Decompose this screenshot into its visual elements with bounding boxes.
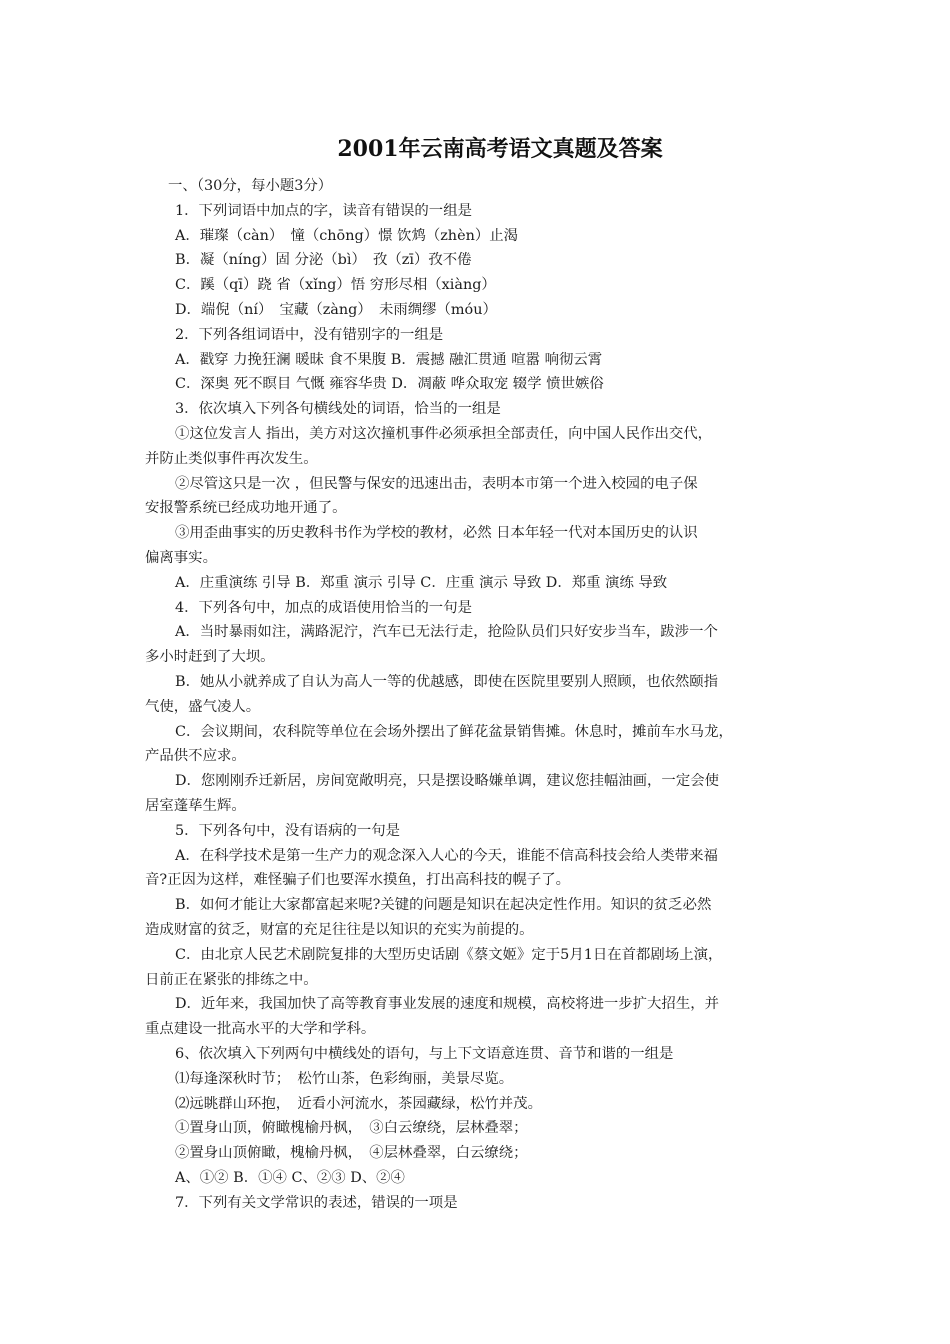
q3-options: A．庄重演练 引导 B．郑重 演示 引导 C．庄重 演示 导致 D．郑重 演练 导致 — [175, 574, 668, 591]
q4-option-d-cont: 居室蓬荜生辉。 — [145, 798, 246, 814]
question-5: 5．下列各句中，没有语病的一句是 — [175, 822, 401, 839]
q4-option-c-cont: 产品供不应求。 — [145, 748, 246, 765]
q5-option-b: B．如何才能让大家都富起来呢?关键的问题是知识在起决定性作用。知识的贫乏必然 — [175, 897, 712, 914]
q6-sentence-2: ⑵远眺群山环抱， 近看小河流水，茶园藏绿，松竹并茂。 — [175, 1095, 542, 1112]
q6-options: A、①② B．①④ C、②③ D、②④ — [175, 1170, 405, 1186]
q3-sentence-2-cont: 安报警系统已经成功地开通了。 — [145, 500, 347, 517]
q3-sentence-2: ②尽管这只是一次 ，但民警与保安的迅速出击，表明本市第一个进入校园的电子保 — [175, 475, 698, 492]
q1-option-c: C．蹊（qī）跷 省（xǐng）悟 穷形尽相（xiàng） — [175, 277, 496, 294]
q5-option-a-cont: 音?正因为这样，难怪骗子们也要浑水摸鱼，打出高科技的幌子了。 — [145, 872, 571, 889]
question-6: 6、依次填入下列两句中横线处的语句，与上下文语意连贯、音节和谐的一组是 — [175, 1046, 674, 1062]
q2-options-ab: A．戳穿 力挽狂澜 暖昧 食不果腹 B．震撼 融汇贯通 喧嚣 响彻云霄 — [175, 351, 603, 368]
q3-sentence-3-cont: 偏离事实。 — [145, 550, 217, 566]
question-3: 3．依次填入下列各句横线处的词语，恰当的一组是 — [175, 401, 501, 418]
q4-option-b: B．她从小就养成了自认为高人一等的优越感，即使在医院里要别人照顾，也依然颐指 — [175, 674, 719, 690]
q3-sentence-3: ③用歪曲事实的历史教科书作为学校的教材，必然 日本年轻一代对本国历史的认识 — [175, 525, 698, 542]
q4-option-d: D．您刚刚乔迁新居，房间宽敞明亮，只是摆设略嫌单调，建议您挂幅油画，一定会使 — [175, 773, 719, 790]
q2-options-cd: C．深奥 死不瞑目 气慨 雍容华贵 D．凋蔽 哗众取宠 辍学 愤世嫉俗 — [175, 376, 604, 393]
q6-choices-2-4: ②置身山顶俯瞰，槐榆丹枫， ④层林叠翠，白云缭绕； — [175, 1145, 528, 1162]
q3-sentence-1: ①这位发言人 指出，美方对这次撞机事件必须承担全部责任，向中国人民作出交代， — [175, 426, 713, 442]
section-heading: 一、（30分，每小题3分） — [168, 178, 333, 194]
question-1: 1．下列词语中加点的字，读音有错误的一组是 — [175, 202, 472, 219]
q5-option-c-cont: 日前正在紧张的排练之中。 — [145, 971, 318, 988]
q4-option-b-cont: 气使，盛气凌人。 — [145, 698, 261, 715]
q4-option-a: A．当时暴雨如注，满路泥泞，汽车已无法行走，抢险队员们只好安步当车，跋涉一个 — [175, 624, 718, 641]
q5-option-d: D．近年来，我国加快了高等教育事业发展的速度和规模，高校将进一步扩大招生，并 — [175, 996, 719, 1013]
q5-option-d-cont: 重点建设一批高水平的大学和学科。 — [145, 1021, 376, 1038]
q6-sentence-1: ⑴每逢深秋时节； 松竹山茶，色彩绚丽，美景尽览。 — [175, 1070, 514, 1087]
q4-option-a-cont: 多小时赶到了大坝。 — [145, 649, 275, 666]
q1-option-b: B．凝（níng）固 分泌（bì） 孜（zī）孜不倦 — [175, 252, 472, 269]
question-4: 4．下列各句中，加点的成语使用恰当的一句是 — [175, 599, 472, 616]
question-2: 2．下列各组词语中，没有错别字的一组是 — [175, 326, 444, 343]
q4-option-c: C．会议期间，农科院等单位在会场外摆出了鲜花盆景销售摊。休息时，摊前车水马龙， — [175, 723, 733, 740]
q5-option-c: C．由北京人民艺术剧院复排的大型历史话剧《蔡文姬》定于5月1日在首都剧场上演， — [175, 946, 723, 963]
question-7: 7．下列有关文学常识的表述，错误的一项是 — [175, 1194, 458, 1211]
q6-choices-1-3: ①置身山顶，俯瞰槐榆丹枫， ③白云缭绕，层林叠翠； — [175, 1120, 528, 1137]
document-title: 2001年云南高考语文真题及答案 — [337, 136, 663, 162]
q3-sentence-1-cont: 并防止类似事件再次发生。 — [145, 450, 318, 467]
q1-option-a: A．璀璨（càn） 憧（chōng）憬 饮鸩（zhèn）止渴 — [175, 227, 519, 244]
q5-option-b-cont: 造成财富的贫乏，财富的充足往往是以知识的充实为前提的。 — [145, 922, 534, 938]
q1-option-d: D．端倪（ní） 宝藏（zàng） 未雨绸缪（móu） — [175, 302, 497, 318]
q5-option-a: A．在科学技术是第一生产力的观念深入人心的今天，谁能不信高科技会给人类带来福 — [175, 847, 718, 864]
